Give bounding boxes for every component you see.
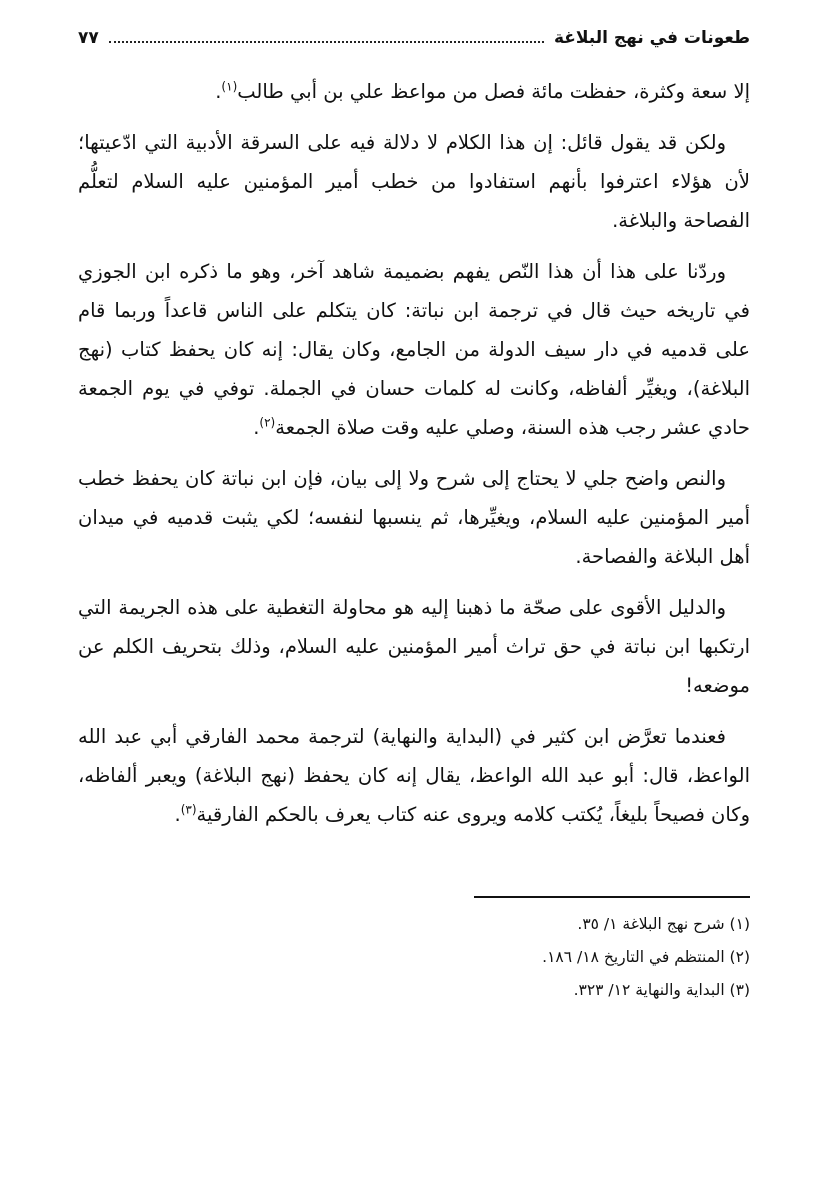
footnote: (١) شرح نهج البلاغة ١/ ٣٥. [577, 915, 750, 933]
paragraph-text: فعندما تعرَّض ابن كثير في (البداية والنهاية) لترجمة محمد الفارقي أبي عبد الله الواعظ، قال: أبو عبد الله الواعظ، يقال إنه كان يحفظ (نهج البلاغة) ويعبر ألفاظه، وكان فصيحاً بليغاً، يُكتب كلامه ويروى عنه كتاب يعرف بالحكم الفارقية [78, 725, 750, 826]
footnote: (٣) البداية والنهاية ١٢/ ٣٢٣. [573, 981, 750, 999]
paragraph [78, 252, 750, 447]
paragraph [78, 717, 750, 834]
paragraph-text: والدليل الأقوى على صحّة ما ذهبنا إليه هو محاولة التغطية على هذه الجريمة التي ارتكبها ابن نباتة في حق تراث أمير المؤمنين عليه السلام، وذلك بتحريف الكلم عن موضعه! [78, 596, 750, 697]
paragraph-text: والنص واضح جلي لا يحتاج إلى شرح ولا إلى بيان، فإن ابن نباتة كان يحفظ خطب أمير المؤمنين عليه السلام، ويغيِّرها، ثم ينسبها لنفسه؛ لكي يثبت قدميه في ميدان أهل البلاغة والفصاحة. [78, 467, 750, 568]
paragraph-text: وردّنا على هذا أن هذا النّص يفهم بضميمة شاهد آخر، وهو ما ذكره ابن الجوزي في تاريخه حيث قال في ترجمة ابن نباتة: كان يتكلم على الناس قاعداً وربما قام على قدميه في دار سيف الدولة من الجامع، وكان يقال: إنه كان يحفظ كتاب (نهج البلاغة)، ويغيِّر ألفاظه، وكانت له كلمات حسان في الجملة. توفي في يوم الجمعة حادي عشر رجب هذه السنة، وصلي عليه وقت صلاة الجمعة [78, 260, 750, 439]
main-text [78, 72, 750, 834]
footnote-ref: (٣) [180, 802, 197, 817]
running-title: طعونات في نهج البلاغة [553, 28, 750, 48]
footnotes [78, 908, 750, 1007]
paragraph [78, 588, 750, 705]
paragraph [78, 72, 750, 111]
paragraph [78, 123, 750, 240]
paragraph [78, 459, 750, 576]
footnote-separator [474, 896, 750, 898]
header-leader-dots [109, 29, 544, 43]
paragraph-end: . [253, 416, 260, 439]
paragraph-text: إلا سعة وكثرة، حفظت مائة فصل من مواعظ علي بن أبي طالب [237, 80, 750, 103]
footnote-ref: (٢) [259, 415, 276, 430]
footnote: (٢) المنتظم في التاريخ ١٨/ ١٨٦. [542, 948, 750, 966]
footnote-ref: (١) [221, 79, 238, 94]
paragraph-text: ولكن قد يقول قائل: إن هذا الكلام لا دلالة فيه على السرقة الأدبية التي ادّعيتها؛ لأن هؤلاء اعترفوا بأنهم استفادوا من خطب أمير المؤمنين عليه السلام لتعلُّم الفصاحة والبلاغة. [78, 131, 750, 232]
book-page [78, 28, 750, 1148]
paragraph-end: . [174, 803, 181, 826]
page-number: ٧٧ [78, 28, 99, 48]
running-header [78, 28, 750, 58]
paragraph-end: . [215, 80, 222, 103]
